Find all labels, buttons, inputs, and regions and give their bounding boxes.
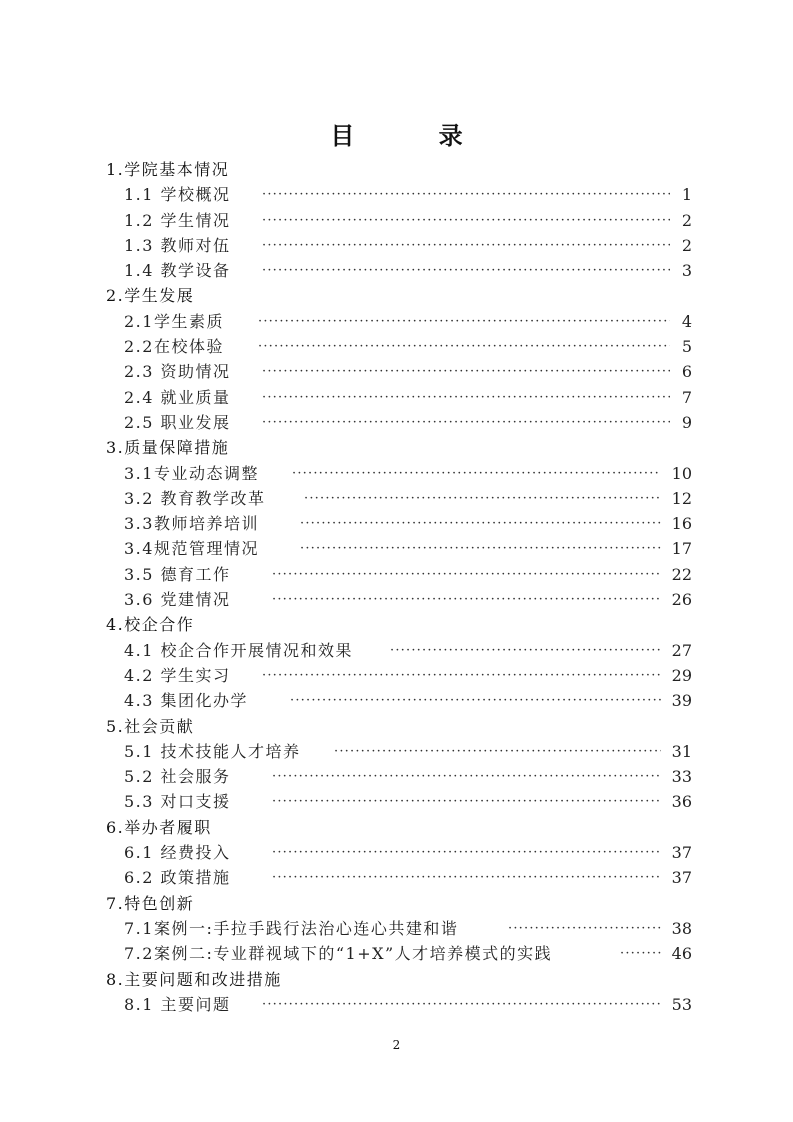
toc-leader-dots bbox=[272, 764, 661, 789]
toc-page-number: 27 bbox=[671, 640, 692, 660]
toc-section bbox=[0, 283, 793, 308]
toc-section-label: 6.举办者履职 bbox=[106, 817, 212, 837]
toc-leader-dots bbox=[262, 258, 670, 283]
toc-leader-dots bbox=[262, 992, 661, 1017]
toc-entry[interactable] bbox=[0, 536, 793, 561]
toc-entry-label: 6.1 经费投入 bbox=[124, 843, 231, 863]
toc-entry-label: 4.1 校企合作开展情况和效果 bbox=[124, 640, 354, 660]
toc-leader-dots bbox=[290, 688, 661, 713]
toc-entry-label: 5.3 对口支援 bbox=[124, 792, 231, 812]
toc-leader-dots bbox=[304, 486, 661, 511]
toc-page-number: 29 bbox=[671, 665, 692, 685]
toc-entry-label: 5.1 技术技能人才培养 bbox=[124, 741, 301, 761]
toc-leader-dots bbox=[272, 562, 661, 587]
toc-entry-label: 1.2 学生情况 bbox=[124, 210, 231, 230]
toc-page-number: 26 bbox=[671, 590, 692, 610]
toc-section-label: 4.校企合作 bbox=[106, 615, 195, 635]
toc-page-number: 1 bbox=[681, 185, 692, 205]
toc-page-number: 46 bbox=[671, 944, 692, 964]
toc-entry[interactable] bbox=[0, 587, 793, 612]
toc-leader-dots bbox=[272, 865, 661, 890]
toc-entry-label: 6.2 政策措施 bbox=[124, 868, 231, 888]
toc-entry[interactable] bbox=[0, 840, 793, 865]
toc-entry-label: 2.3 资助情况 bbox=[124, 362, 231, 382]
toc-section-label: 1.学院基本情况 bbox=[106, 160, 230, 179]
toc-leader-dots bbox=[258, 334, 670, 359]
toc-section bbox=[0, 891, 793, 916]
toc-entry-label: 2.2在校体验 bbox=[124, 337, 224, 357]
toc-entry[interactable] bbox=[0, 511, 793, 536]
toc-entry-label: 3.2 教育教学改革 bbox=[124, 488, 266, 508]
toc-page-number: 16 bbox=[671, 514, 692, 534]
toc-entry[interactable] bbox=[0, 764, 793, 789]
toc-page-number: 7 bbox=[681, 387, 692, 407]
toc-leader-dots bbox=[262, 359, 670, 384]
toc-page-number: 10 bbox=[671, 463, 692, 483]
toc-page-number: 37 bbox=[671, 868, 692, 888]
toc-section bbox=[0, 815, 793, 840]
toc-page-number: 31 bbox=[671, 741, 692, 761]
toc-entry-label: 1.1 学校概况 bbox=[124, 185, 231, 205]
toc-leader-dots bbox=[262, 182, 670, 207]
toc-entry[interactable] bbox=[0, 941, 793, 966]
toc-entry-label: 3.1专业动态调整 bbox=[124, 463, 259, 483]
toc-entry[interactable] bbox=[0, 359, 793, 384]
toc-section bbox=[0, 714, 793, 739]
toc-entry[interactable] bbox=[0, 334, 793, 359]
toc-entry[interactable] bbox=[0, 486, 793, 511]
toc-entry[interactable] bbox=[0, 638, 793, 663]
toc-page-number: 4 bbox=[681, 311, 692, 331]
toc-entry[interactable] bbox=[0, 385, 793, 410]
toc-entry[interactable] bbox=[0, 309, 793, 334]
toc-page-number: 3 bbox=[681, 261, 692, 281]
toc-entry-label: 7.1案例一:手拉手践行法治心连心共建和谐 bbox=[124, 918, 459, 938]
toc-section-label: 7.特色创新 bbox=[106, 893, 195, 913]
toc-entry-label: 7.2案例二:专业群视域下的“1+X”人才培养模式的实践 bbox=[124, 944, 553, 964]
toc-leader-dots bbox=[262, 233, 670, 258]
toc-page-number: 2 bbox=[681, 210, 692, 230]
toc-entry-label: 8.1 主要问题 bbox=[124, 994, 231, 1014]
toc-section-label: 2.学生发展 bbox=[106, 286, 195, 306]
toc-entry-label: 1.4 教学设备 bbox=[124, 261, 231, 281]
toc-leader-dots bbox=[258, 309, 670, 334]
toc-leader-dots bbox=[300, 511, 661, 536]
toc-page-number: 38 bbox=[671, 918, 692, 938]
toc-section-label: 5.社会贡献 bbox=[106, 716, 195, 736]
toc-section bbox=[0, 967, 793, 992]
toc-entry[interactable] bbox=[0, 461, 793, 486]
toc-entry[interactable] bbox=[0, 789, 793, 814]
toc-leader-dots bbox=[272, 789, 661, 814]
toc-entry[interactable] bbox=[0, 663, 793, 688]
toc-entry-label: 2.5 职业发展 bbox=[124, 412, 231, 432]
toc-entry-label: 2.4 就业质量 bbox=[124, 387, 231, 407]
toc-leader-dots bbox=[272, 587, 661, 612]
toc-entry-label: 3.5 德育工作 bbox=[124, 564, 231, 584]
toc-leader-dots bbox=[262, 208, 670, 233]
toc-leader-dots bbox=[262, 410, 670, 435]
toc-section bbox=[0, 157, 793, 182]
toc-entry[interactable] bbox=[0, 739, 793, 764]
toc-entry-label: 2.1学生素质 bbox=[124, 311, 224, 331]
toc-leader-dots bbox=[390, 638, 661, 663]
toc-section-label: 8.主要问题和改进措施 bbox=[106, 969, 282, 989]
toc-page-number: 5 bbox=[681, 337, 692, 357]
toc-leader-dots bbox=[620, 941, 661, 966]
toc-leader-dots bbox=[292, 461, 661, 486]
page-title: 目 录 bbox=[330, 122, 501, 150]
toc-leader-dots bbox=[508, 916, 661, 941]
toc-entry[interactable] bbox=[0, 258, 793, 283]
toc-page-number: 36 bbox=[671, 792, 692, 812]
toc-entry[interactable] bbox=[0, 410, 793, 435]
toc-section bbox=[0, 435, 793, 460]
toc-entry[interactable] bbox=[0, 865, 793, 890]
toc-leader-dots bbox=[272, 840, 661, 865]
toc-page-number: 9 bbox=[681, 412, 692, 432]
toc-entry-label: 3.3教师培养培训 bbox=[124, 514, 259, 534]
toc-page-number: 53 bbox=[671, 994, 692, 1014]
toc-entry[interactable] bbox=[0, 916, 793, 941]
toc-leader-dots bbox=[262, 663, 661, 688]
toc-entry-label: 3.6 党建情况 bbox=[124, 590, 231, 610]
toc-entry[interactable] bbox=[0, 688, 793, 713]
toc-page-number: 39 bbox=[671, 691, 692, 711]
toc-page-number: 17 bbox=[671, 539, 692, 559]
toc-entry[interactable] bbox=[0, 208, 793, 233]
toc-entry-label: 4.2 学生实习 bbox=[124, 665, 231, 685]
toc-page-number: 33 bbox=[671, 767, 692, 787]
toc-page-number: 37 bbox=[671, 843, 692, 863]
table-of-contents bbox=[0, 157, 793, 1017]
toc-section bbox=[0, 612, 793, 637]
toc-entry-label: 3.4规范管理情况 bbox=[124, 539, 259, 559]
toc-entry-label: 5.2 社会服务 bbox=[124, 767, 231, 787]
toc-entry-label: 1.3 教师对伍 bbox=[124, 235, 231, 255]
toc-page-number: 2 bbox=[681, 235, 692, 255]
toc-leader-dots bbox=[300, 536, 661, 561]
toc-entry-label: 4.3 集团化办学 bbox=[124, 691, 249, 711]
toc-entry[interactable] bbox=[0, 992, 793, 1017]
toc-entry[interactable] bbox=[0, 562, 793, 587]
toc-leader-dots bbox=[334, 739, 661, 764]
toc-leader-dots bbox=[262, 385, 670, 410]
page-number: 2 bbox=[392, 1038, 401, 1052]
toc-entry[interactable] bbox=[0, 182, 793, 207]
toc-page-number: 22 bbox=[671, 564, 692, 584]
toc-page-number: 6 bbox=[681, 362, 692, 382]
toc-entry[interactable] bbox=[0, 233, 793, 258]
toc-section-label: 3.质量保障措施 bbox=[106, 438, 230, 458]
toc-page-number: 12 bbox=[671, 488, 692, 508]
